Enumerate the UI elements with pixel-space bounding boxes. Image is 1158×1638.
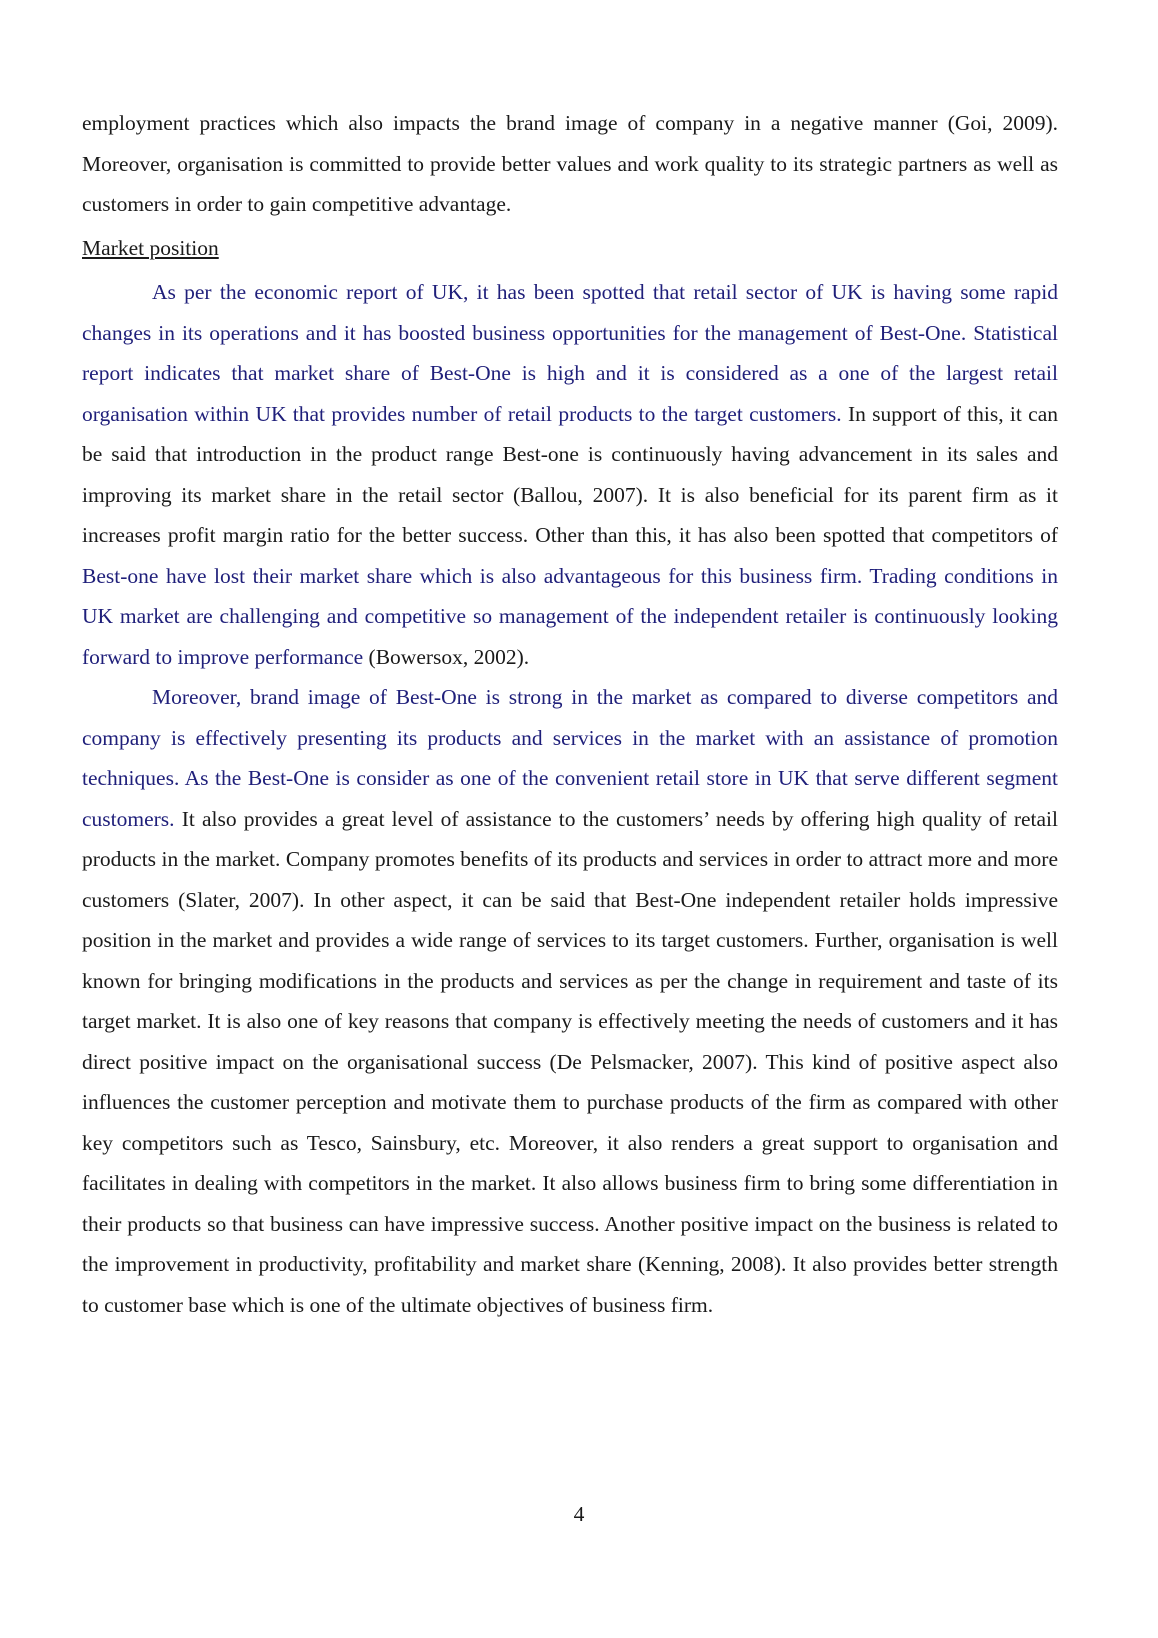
intro-paragraph: employment practices which also impacts the brand image of company in a negative manner (Goi, 2009). Moreover, organisation is committed to provide better values and work quality to its strategic partners as well as customers in order to gain competitive advantage.	[82, 111, 1058, 216]
highlighted-text: As per the economic report of UK, it has been spotted that retail sector of UK is having some rapid changes in its operations and it has boosted business opportunities for the management of Best-One. Statistical report indicates that market share of Best-One is high and it is considered as a one of the largest retail organisation within UK that provides number of retail products to the target customers.	[82, 280, 1058, 426]
paragraph-market-position-1	[82, 272, 1058, 677]
highlighted-text: Best-one have lost their market share which is also advantageous for this business firm. Trading conditions in UK market are challenging and competitive so management of the independent retailer is continuously looking forward to improve performance	[82, 563, 1058, 669]
body-text: (Bowersox, 2002).	[363, 644, 530, 669]
body-text: In support of this, it can be said that introduction in the product range Best-one is continuously having advancement in its sales and improving its market share in the retail sector (Ballou, 2007). It is also beneficial for its parent firm as it increases profit margin ratio for the better success. Other than this, it has also been spotted that competitors of	[82, 401, 1058, 547]
page-number: 4	[573, 1502, 585, 1526]
section-heading-market-position: Market position	[82, 235, 219, 260]
document-page	[82, 103, 1058, 1325]
highlighted-text: Moreover, brand image of Best-One is strong in the market as compared to diverse competitors and company is effectively presenting its products and services in the market with an assistance of promotion techniques. As the Best-One is consider as one of the convenient retail store in UK that serve different segment customers.	[82, 685, 1058, 831]
paragraph-market-position-2	[82, 677, 1058, 1325]
body-text: It also provides a great level of assistance to the customers’ needs by offering high quality of retail products in the market. Company promotes benefits of its products and services in order to attract more and more customers (Slater, 2007). In other aspect, it can be said that Best-One independent retailer holds impressive position in the market and provides a wide range of services to its target customers. Further, organisation is well known for bringing modifications in the products and services as per the change in requirement and taste of its target market. It is also one of key reasons that company is effectively meeting the needs of customers and it has direct positive impact on the organisational success (De Pelsmacker, 2007). This kind of positive aspect also influences the customer perception and motivate them to purchase products of the firm as compared with other key competitors such as Tesco, Sainsbury, etc. Moreover, it also renders a great support to organisation and facilitates in dealing with competitors in the market. It also allows business firm to bring some differentiation in their products so that business can have impressive success. Another positive impact on the business is related to the improvement in productivity, profitability and market share (Kenning, 2008). It also provides better strength to customer base which is one of the ultimate objectives of business firm.	[82, 806, 1058, 1317]
